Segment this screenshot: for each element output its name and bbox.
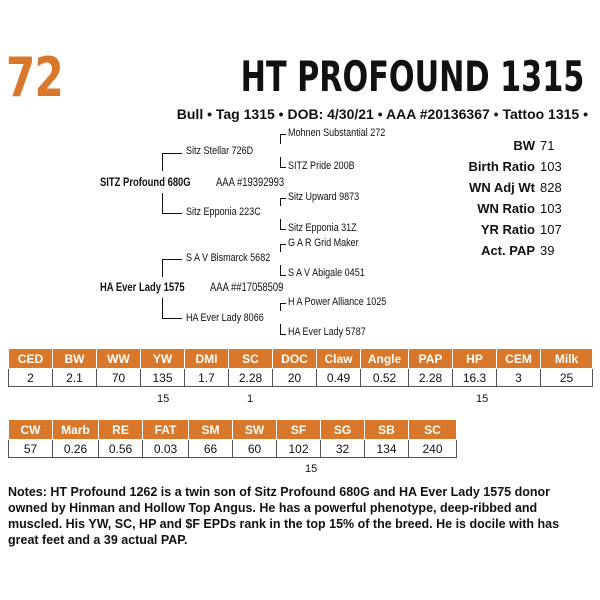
bracket-line bbox=[280, 244, 286, 245]
epd-header: Claw bbox=[317, 349, 361, 369]
epd-header: WW bbox=[97, 349, 141, 369]
ped-sire-reg: AAA #19392993 bbox=[216, 177, 285, 189]
ped-dam: HA Ever Lady 1575 bbox=[100, 282, 185, 294]
stat-value: 39 bbox=[540, 243, 555, 258]
epd-value: 102 bbox=[277, 440, 321, 458]
epd-value: 2.28 bbox=[409, 369, 453, 387]
ped-dam-sire: S A V Bismarck 5682 bbox=[186, 252, 271, 264]
epd-value: 25 bbox=[541, 369, 593, 387]
epd-value: 3 bbox=[497, 369, 541, 387]
epd-value: 66 bbox=[189, 440, 233, 458]
epd-percentile-hp: 15 bbox=[476, 393, 489, 405]
bracket-line bbox=[280, 303, 281, 311]
lot-number: 72 bbox=[6, 46, 64, 109]
epd-value: 240 bbox=[409, 440, 457, 458]
epd-value-row bbox=[9, 440, 457, 458]
epd-value: 60 bbox=[233, 440, 277, 458]
ped-sire-dam-sire: Sitz Upward 9873 bbox=[288, 191, 360, 203]
bracket-line bbox=[162, 153, 182, 154]
epd-table-2 bbox=[8, 419, 457, 458]
epd-value: 2.28 bbox=[229, 369, 273, 387]
epd-value: 0.49 bbox=[317, 369, 361, 387]
ped-dam-reg: AAA ##17058509 bbox=[210, 282, 284, 294]
epd-header: CED bbox=[9, 349, 53, 369]
bracket-line bbox=[280, 198, 286, 199]
bracket-line bbox=[280, 167, 286, 168]
epd-value: 2.1 bbox=[53, 369, 97, 387]
animal-name: HT PROFOUND 1315 bbox=[240, 52, 584, 101]
epd-header: Marb bbox=[53, 420, 99, 440]
epd-value-row bbox=[9, 369, 593, 387]
bracket-line bbox=[280, 134, 281, 144]
stat-label: WN Ratio bbox=[477, 201, 535, 216]
bracket-line bbox=[162, 298, 163, 319]
bracket-line bbox=[162, 259, 182, 260]
epd-value: 57 bbox=[9, 440, 53, 458]
ped-dam-dam-sire: H A Power Alliance 1025 bbox=[288, 296, 387, 308]
ped-sire-dam: Sitz Epponia 223C bbox=[186, 206, 261, 218]
epd-header: DMI bbox=[185, 349, 229, 369]
stat-value: 103 bbox=[540, 159, 562, 174]
ped-sire-sire-sire: Mohnen Substantial 272 bbox=[288, 127, 386, 139]
ped-dam-dam: HA Ever Lady 8066 bbox=[186, 312, 264, 324]
bracket-line bbox=[280, 324, 281, 334]
stat-value: 71 bbox=[540, 138, 555, 153]
stat-value: 103 bbox=[540, 201, 562, 216]
epd-value: 135 bbox=[141, 369, 185, 387]
epd-value: 70 bbox=[97, 369, 141, 387]
bracket-line bbox=[280, 198, 281, 206]
epd-value: 32 bbox=[321, 440, 365, 458]
epd-value: 0.52 bbox=[361, 369, 409, 387]
bracket-line bbox=[280, 219, 281, 229]
epd-header: YW bbox=[141, 349, 185, 369]
bracket-line bbox=[162, 318, 182, 319]
epd-header: SC bbox=[229, 349, 273, 369]
stat-label: BW bbox=[513, 138, 535, 153]
epd-header: SB bbox=[365, 420, 409, 440]
epd-value: 0.26 bbox=[53, 440, 99, 458]
epd-header: RE bbox=[99, 420, 143, 440]
epd-value: 134 bbox=[365, 440, 409, 458]
epd-header: Angle bbox=[361, 349, 409, 369]
epd-header: SW bbox=[233, 420, 277, 440]
epd-percentile-sf: 15 bbox=[305, 463, 318, 475]
ped-dam-sire-sire: G A R Grid Maker bbox=[288, 237, 359, 249]
epd-percentile-sc: 1 bbox=[247, 393, 254, 405]
epd-value: 20 bbox=[273, 369, 317, 387]
bracket-line bbox=[280, 134, 286, 135]
stat-value: 107 bbox=[540, 222, 562, 237]
epd-percentile-yw: 15 bbox=[157, 393, 170, 405]
epd-value: 1.7 bbox=[185, 369, 229, 387]
bracket-line bbox=[280, 303, 286, 304]
stat-label: YR Ratio bbox=[480, 222, 535, 237]
epd-value: 0.56 bbox=[99, 440, 143, 458]
epd-header: SG bbox=[321, 420, 365, 440]
ped-dam-sire-dam: S A V Abigale 0451 bbox=[288, 267, 365, 279]
epd-header: HP bbox=[453, 349, 497, 369]
bracket-line bbox=[280, 275, 286, 276]
stat-label: Birth Ratio bbox=[468, 159, 535, 174]
ped-sire-sire: Sitz Stellar 726D bbox=[186, 145, 254, 157]
epd-header: SC bbox=[409, 420, 457, 440]
epd-header: Milk bbox=[541, 349, 593, 369]
epd-value: 2 bbox=[9, 369, 53, 387]
epd-header-row bbox=[9, 420, 457, 440]
epd-header: CEM bbox=[497, 349, 541, 369]
ped-sire-sire-dam: SITZ Pride 200B bbox=[288, 160, 355, 172]
epd-table-1 bbox=[8, 348, 593, 387]
animal-details: Bull • Tag 1315 • DOB: 4/30/21 • AAA #20136367 • Tattoo 1315 • bbox=[176, 106, 588, 122]
notes-paragraph: Notes: HT Profound 1262 is a twin son of Sitz Profound 680G and HA Ever Lady 1575 donor owned by Hinman and Hollow Top Angus. He has a powerful phenotype, deep-ribbed and muscled. His YW, SC, HP and $F EPDs rank in the top 15% of the breed. He is docile with has great feet and a 39 actual PAP. bbox=[8, 485, 560, 547]
epd-header-row bbox=[9, 349, 593, 369]
bracket-line bbox=[162, 193, 163, 214]
ped-sire-dam-dam: Sitz Epponia 31Z bbox=[288, 222, 357, 234]
ped-dam-dam-dam: HA Ever Lady 5787 bbox=[288, 326, 366, 338]
ped-sire: SITZ Profound 680G bbox=[100, 177, 191, 189]
stat-value: 828 bbox=[540, 180, 562, 195]
stat-label: WN Adj Wt bbox=[469, 180, 535, 195]
epd-header: DOC bbox=[273, 349, 317, 369]
bracket-line bbox=[280, 244, 281, 252]
bracket-line bbox=[280, 334, 286, 335]
stat-label: Act. PAP bbox=[481, 243, 535, 258]
epd-header: SM bbox=[189, 420, 233, 440]
epd-value: 16.3 bbox=[453, 369, 497, 387]
bracket-line bbox=[162, 213, 182, 214]
epd-header: CW bbox=[9, 420, 53, 440]
bracket-line bbox=[280, 229, 286, 230]
bracket-line bbox=[280, 265, 281, 275]
epd-header: SF bbox=[277, 420, 321, 440]
bracket-line bbox=[162, 259, 163, 277]
epd-header: FAT bbox=[143, 420, 189, 440]
bracket-line bbox=[162, 153, 163, 171]
epd-header: PAP bbox=[409, 349, 453, 369]
epd-header: BW bbox=[53, 349, 97, 369]
epd-value: 0.03 bbox=[143, 440, 189, 458]
